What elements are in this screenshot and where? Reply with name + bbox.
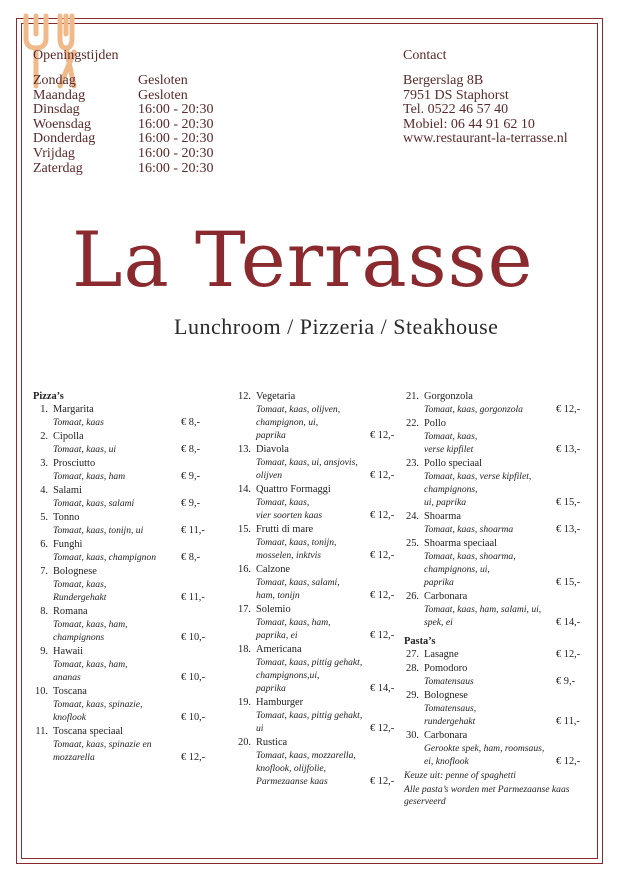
menu-item-description: Tomaat, kaas <box>53 417 104 428</box>
menu-item-price: € 9,- <box>181 471 201 482</box>
menu-item <box>404 390 590 416</box>
day-label: Dinsdag <box>33 102 80 118</box>
menu-item-number: 19. <box>238 697 251 708</box>
opening-hours-row <box>33 162 213 177</box>
menu-item-number: 2. <box>40 431 48 442</box>
contact-postcode: 7951 DS Staphorst <box>403 87 509 103</box>
menu-item-name: Bolognese <box>424 690 468 701</box>
menu-item-price: € 10,- <box>181 712 206 723</box>
menu-item-number: 22. <box>406 418 419 429</box>
menu-item <box>236 696 400 735</box>
menu-item-number: 17. <box>238 604 251 615</box>
menu-item-description: Tomaat, kaas, verse kipfilet, champignons, ui, paprika <box>424 471 532 508</box>
opening-hours-row <box>33 74 213 89</box>
menu-item-price: € 10,- <box>181 672 206 683</box>
menu-item <box>33 430 215 456</box>
menu-item <box>33 484 215 510</box>
menu-item-price: € 14,- <box>370 683 395 694</box>
menu-item-name: Pollo speciaal <box>424 458 483 469</box>
menu-item <box>404 648 590 661</box>
menu-item-number: 24. <box>406 511 419 522</box>
menu-item-description: Tomaat, kaas, ham, salami, ui, spek, ei <box>424 604 542 628</box>
menu-item-name: Americana <box>256 644 302 655</box>
menu-item <box>236 563 400 602</box>
contact-address: Bergerslag 8B <box>403 73 484 88</box>
menu-item-description: Tomaat, kaas, gorgonzola <box>424 404 523 415</box>
menu-item-number: 16. <box>238 564 251 575</box>
menu-item-name: Cipolla <box>53 431 84 442</box>
menu-item-price: € 10,- <box>181 632 206 643</box>
menu-item-price: € 9,- <box>181 498 201 509</box>
menu-item <box>33 725 215 764</box>
menu-item-price: € 8,- <box>181 417 201 428</box>
menu-item-price: € 12,- <box>181 752 206 763</box>
day-label: Woensdag <box>33 116 91 132</box>
menu-item-name: Toscana <box>53 686 87 697</box>
day-hours: Gesloten <box>138 73 188 88</box>
menu-item <box>404 537 590 589</box>
menu-item-price: € 11,- <box>181 592 205 603</box>
day-hours: 16:00 - 20:30 <box>138 145 214 161</box>
menu-item-number: 27. <box>406 649 419 660</box>
menu-item-number: 30. <box>406 730 419 741</box>
menu-item-description: Tomaat, kaas, tonijn, mosselen, inktvis <box>256 537 337 561</box>
menu-item-price: € 12,- <box>370 590 395 601</box>
menu-item-price: € 12,- <box>556 649 581 660</box>
menu-item-description: Tomaat, kaas, pittig gehakt, champignons,ui, paprika <box>256 657 363 694</box>
menu-item-description: Gerookte spek, ham, roomsaus, ei, knoflook <box>424 743 545 767</box>
menu-item-description: Tomaat, kaas, salami <box>53 498 135 509</box>
day-label: Zondag <box>33 73 76 88</box>
menu-item-name: Hawaii <box>53 646 84 657</box>
menu-item-price: € 12,- <box>370 776 395 787</box>
menu-item-price: € 15,- <box>556 577 581 588</box>
menu-item-number: 6. <box>40 539 48 550</box>
day-hours: Gesloten <box>138 87 188 103</box>
menu-item-price: € 11,- <box>181 525 205 536</box>
menu-item-number: 23. <box>406 458 419 469</box>
menu-item-number: 20. <box>238 737 251 748</box>
opening-hours-row <box>33 89 213 104</box>
menu-item-name: Tonno <box>53 512 80 523</box>
menu-item <box>33 565 215 604</box>
menu-item <box>33 457 215 483</box>
menu-item-number: 10. <box>35 686 48 697</box>
menu-item-description: Tomatensaus, rundergehakt <box>424 703 477 727</box>
menu-item <box>33 511 215 537</box>
menu-item <box>404 662 590 688</box>
menu-item <box>236 483 400 522</box>
menu-item <box>33 403 215 429</box>
menu-item <box>33 645 215 684</box>
menu-item-number: 8. <box>40 606 48 617</box>
pizzas-heading: Pizza’s <box>33 391 64 402</box>
menu-item-number: 1. <box>40 404 48 415</box>
menu-item-price: € 11,- <box>556 716 580 727</box>
menu-item-description: Tomaat, kaas, spinazie en mozzarella <box>53 739 152 763</box>
menu-item <box>404 590 590 629</box>
opening-hours <box>33 48 213 176</box>
menu-item-description: Tomaat, kaas, ham <box>53 471 126 482</box>
menu-item-description: Tomaat, kaas, ham, paprika, ei <box>256 617 331 641</box>
menu-item <box>404 729 590 768</box>
opening-hours-row <box>33 132 213 147</box>
menu-item-name: Shoarma speciaal <box>424 538 497 549</box>
menu-item-price: € 12,- <box>370 723 395 734</box>
menu-item-number: 14. <box>238 484 251 495</box>
menu-item-number: 26. <box>406 591 419 602</box>
opening-hours-row <box>33 118 213 133</box>
day-hours: 16:00 - 20:30 <box>138 102 214 118</box>
menu-item-name: Hamburger <box>256 697 304 708</box>
brand-logo <box>72 212 572 339</box>
brand-subtitle: Lunchroom / Pizzeria / Steakhouse <box>174 314 499 339</box>
day-hours: 16:00 - 20:30 <box>138 160 214 176</box>
menu-item-name: Quattro Formaggi <box>256 484 331 495</box>
menu-item-name: Salami <box>53 485 82 496</box>
menu-item-name: Lasagne <box>424 649 459 660</box>
day-hours: 16:00 - 20:30 <box>138 116 214 132</box>
contact-mobile: Mobiel: 06 44 91 62 10 <box>403 116 535 132</box>
brand-title: La Terrasse <box>72 215 534 304</box>
menu-item-name: Vegetaria <box>256 391 296 402</box>
menu-item-price: € 12,- <box>556 756 581 767</box>
menu-item-name: Solemio <box>256 604 291 615</box>
menu-item <box>236 603 400 642</box>
menu-item-description: Tomaat, kaas, champignon <box>53 552 157 563</box>
contact-heading: Contact <box>403 48 447 63</box>
menu-item-number: 15. <box>238 524 251 535</box>
menu-item-number: 13. <box>238 444 251 455</box>
menu-item-number: 3. <box>40 458 48 469</box>
day-hours: 16:00 - 20:30 <box>138 131 214 147</box>
menu-item-description: Tomaat, kaas, olijven, champignon, ui, paprika <box>256 404 341 441</box>
menu-item-price: € 13,- <box>556 444 581 455</box>
day-label: Maandag <box>33 87 86 103</box>
menu-item-price: € 12,- <box>556 404 581 415</box>
menu-item-name: Pomodoro <box>424 663 468 674</box>
menu-item-name: Gorgonzola <box>424 391 473 402</box>
menu-item-price: € 12,- <box>370 510 395 521</box>
menu-column-2 <box>236 390 400 789</box>
day-label: Zaterdag <box>33 160 83 176</box>
menu-item-price: € 9,- <box>556 676 576 687</box>
menu-item-description: Tomaat, kaas, verse kipfilet <box>424 431 478 455</box>
opening-hours-row <box>33 147 213 162</box>
menu-item-number: 29. <box>406 690 419 701</box>
menu-item-name: Shoarma <box>424 511 461 522</box>
menu-item-number: 25. <box>406 538 419 549</box>
pasta-note-choice: Keuze uit: penne of spaghetti <box>404 770 516 781</box>
menu-item-name: Pollo <box>424 418 446 429</box>
menu-item <box>33 685 215 724</box>
menu-item-description: Tomaat, kaas, ham, champignons <box>53 619 128 643</box>
contact-block <box>403 48 568 147</box>
menu-item-description: Tomaat, kaas, spinazie, knoflook <box>53 699 143 723</box>
menu-item-description: Tomaat, kaas, Rundergehakt <box>53 579 107 603</box>
menu-item <box>404 689 590 728</box>
menu-item <box>236 736 400 788</box>
menu-item-name: Frutti di mare <box>256 524 314 535</box>
menu-item-description: Tomaat, kaas, shoarma, champignons, ui, paprika <box>424 551 516 588</box>
menu-item-description: Tomaat, kaas, pittig gehakt, ui <box>256 710 363 734</box>
menu-item-number: 11. <box>35 726 48 737</box>
menu-item-price: € 14,- <box>556 617 581 628</box>
menu-item <box>33 605 215 644</box>
menu-item-number: 5. <box>40 512 48 523</box>
menu-item-description: Tomaat, kaas, ui <box>53 444 117 455</box>
menu-item-name: Prosciutto <box>53 458 96 469</box>
menu-item-description: Tomaat, kaas, ham, ananas <box>53 659 128 683</box>
menu-item-name: Carbonara <box>424 730 468 741</box>
menu-item-name: Margarita <box>53 404 94 415</box>
menu-item <box>236 390 400 442</box>
menu-item-price: € 13,- <box>556 524 581 535</box>
opening-hours-heading: Openingstijden <box>33 48 119 63</box>
pasta-note-cheese: Alle pasta’s worden met Parmezaanse kaas geserveerd <box>404 784 570 807</box>
menu-item-price: € 15,- <box>556 497 581 508</box>
menu-item-price: € 12,- <box>370 430 395 441</box>
menu-item <box>236 443 400 482</box>
menu-item-description: Tomaat, kaas, vier soorten kaas <box>256 497 323 521</box>
menu-item-number: 7. <box>40 566 48 577</box>
menu-item-name: Romana <box>53 606 88 617</box>
menu-item <box>404 510 590 536</box>
menu-item-number: 4. <box>40 485 48 496</box>
menu-item-name: Funghi <box>53 539 83 550</box>
contact-phone: Tel. 0522 46 57 40 <box>403 102 509 118</box>
menu-item-description: Tomaat, kaas, ui, ansjovis, olijven <box>256 457 358 481</box>
menu-item-price: € 12,- <box>370 470 395 481</box>
menu-item-name: Rustica <box>256 737 288 748</box>
menu-item-price: € 8,- <box>181 444 201 455</box>
pastas-heading: Pasta’s <box>404 636 436 647</box>
menu-column-3 <box>404 390 590 808</box>
menu-item <box>33 538 215 564</box>
menu-item-price: € 12,- <box>370 630 395 641</box>
menu-item-name: Diavola <box>256 444 289 455</box>
menu-item-description: Tomaat, kaas, salami, ham, tonijn <box>256 577 340 601</box>
menu-item-description: Tomaat, kaas, shoarma <box>424 524 514 535</box>
contact-website[interactable]: www.restaurant-la-terrasse.nl <box>403 131 568 147</box>
opening-hours-row <box>33 103 213 118</box>
menu-item-description: Tomatensaus <box>424 676 474 687</box>
menu-item <box>404 457 590 509</box>
menu-item-number: 21. <box>406 391 419 402</box>
menu-item-description: Tomaat, kaas, tonijn, ui <box>53 525 144 536</box>
day-label: Donderdag <box>33 131 96 147</box>
menu-item-price: € 8,- <box>181 552 201 563</box>
menu-item-price: € 12,- <box>370 550 395 561</box>
menu-item-name: Carbonara <box>424 591 468 602</box>
menu-item <box>404 417 590 456</box>
menu-item-number: 9. <box>40 646 48 657</box>
day-label: Vrijdag <box>33 145 75 161</box>
menu-item-number: 12. <box>238 391 251 402</box>
menu-column-1 <box>33 390 215 765</box>
menu-item-description: Tomaat, kaas, mozzarella, knoflook, olijfolie, Parmezaanse kaas <box>256 750 356 787</box>
menu-item-number: 18. <box>238 644 251 655</box>
menu-item <box>236 643 400 695</box>
menu-item-name: Bolognese <box>53 566 97 577</box>
menu-item-name: Calzone <box>256 564 291 575</box>
menu-item-name: Toscana speciaal <box>53 726 123 737</box>
menu-item <box>236 523 400 562</box>
menu-item-number: 28. <box>406 663 419 674</box>
